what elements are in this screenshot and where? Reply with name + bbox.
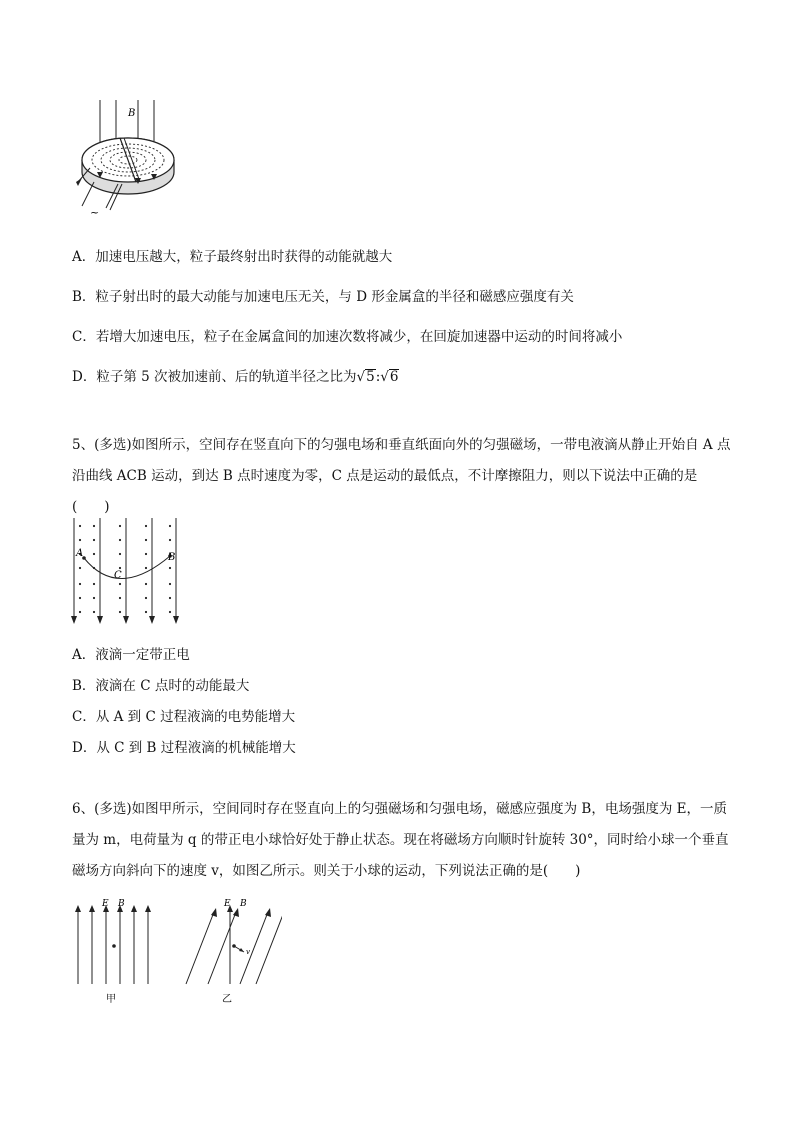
magnetic-field-dot xyxy=(119,539,121,541)
magnetic-field-dot xyxy=(79,525,81,527)
magnetic-field-dot xyxy=(79,567,81,569)
magnetic-field-dot xyxy=(93,553,95,555)
magnetic-field-dot xyxy=(119,567,121,569)
magnetic-field-dot xyxy=(169,597,171,599)
magnetic-field-dot xyxy=(145,525,147,527)
magnetic-field-dot xyxy=(169,525,171,527)
magnetic-field-dot xyxy=(119,525,121,527)
q5-option-a: A．液滴一定带正电 xyxy=(72,647,190,663)
q5-option-b: B．液滴在 C 点时的动能最大 xyxy=(72,678,250,694)
magnetic-field-dot xyxy=(119,583,121,585)
q5-option-d: D．从 C 到 B 过程液滴的机械能增大 xyxy=(72,740,296,756)
jia-caption: 甲 xyxy=(106,994,116,1005)
q4-option-b: B．粒子射出时的最大动能与加速电压无关，与 D 形金属盒的半径和磁感应强度有关 xyxy=(72,289,574,305)
yi-v-label: v xyxy=(246,948,250,956)
sqrt-6: √6 xyxy=(380,369,399,385)
magnetic-field-dot xyxy=(93,539,95,541)
magnetic-field-dot xyxy=(79,539,81,541)
yi-b-label: B xyxy=(240,899,247,909)
magnetic-field-dot xyxy=(169,583,171,585)
magnetic-field-dot xyxy=(93,597,95,599)
magnetic-field-dot xyxy=(119,611,121,613)
point-b-label: B xyxy=(168,552,176,563)
ac-source-symbol: ~ xyxy=(90,206,100,219)
magnetic-field-dot xyxy=(145,553,147,555)
jia-e-label: E xyxy=(102,899,109,909)
point-c-label: C xyxy=(114,570,122,581)
magnetic-field-dot xyxy=(169,539,171,541)
q4-option-d xyxy=(72,368,399,386)
q5-stem: 5、(多选)如图所示，空间存在竖直向下的匀强电场和垂直纸面向外的匀强磁场，一带电液滴从静止开始自 A 点沿曲线 ACB 运动，到达 B 点时速度为零，C 点是运动的最低点，不计摩擦阻力，则以下说法中正确的是( ) xyxy=(72,437,731,515)
magnetic-field-dot xyxy=(169,611,171,613)
magnetic-field-dot xyxy=(145,539,147,541)
q4-option-c: C．若增大加速电压，粒子在金属盒间的加速次数将减少，在回旋加速器中运动的时间将减小 xyxy=(72,329,623,345)
jia-b-label: B xyxy=(118,899,125,909)
q4-option-d-text: D．粒子第 5 次被加速前、后的轨道半径之比为 xyxy=(72,369,357,385)
magnetic-field-dot xyxy=(119,597,121,599)
field-arrow xyxy=(71,616,77,624)
point-a-label: A xyxy=(76,548,84,559)
field-arrow xyxy=(123,616,129,624)
cyclotron-figure xyxy=(64,98,184,220)
magnetic-field-dot xyxy=(79,583,81,585)
q6-stem: 6、(多选)如图甲所示，空间同时存在竖直向上的匀强磁场和匀强电场，磁感应强度为 B，电场强度为 E，一质量为 m，电荷量为 q 的带正电小球恰好处于静止状态。现在将磁场方向顺时针旋转 30°，同时给小球一个垂直磁场方向斜向下的速度 v，如图乙所示。则关于小球的运动，下列说法正确的是( ) xyxy=(72,801,729,879)
sqrt-5: √5 xyxy=(356,369,375,385)
magnetic-field-dot xyxy=(93,583,95,585)
magnetic-field-dot xyxy=(79,611,81,613)
field-arrow xyxy=(97,616,103,624)
yi-e-label: E xyxy=(224,899,231,909)
magnetic-field-dot xyxy=(93,611,95,613)
magnetic-field-dot xyxy=(79,597,81,599)
field-label-b: B xyxy=(128,108,136,119)
field-arrow xyxy=(149,616,155,624)
figure-yi xyxy=(182,896,282,1008)
magnetic-field-dot xyxy=(145,583,147,585)
magnetic-field-dot xyxy=(145,597,147,599)
magnetic-field-dot xyxy=(145,611,147,613)
figure-jia xyxy=(70,896,162,1008)
magnetic-field-dot xyxy=(169,567,171,569)
q5-option-c: C．从 A 到 C 过程液滴的电势能增大 xyxy=(72,709,296,725)
yi-caption: 乙 xyxy=(222,994,232,1005)
magnetic-field-dot xyxy=(145,567,147,569)
field-curve-figure xyxy=(70,516,182,628)
q4-option-a: A．加速电压越大，粒子最终射出时获得的动能就越大 xyxy=(72,249,393,265)
magnetic-field-dot xyxy=(93,525,95,527)
field-arrow xyxy=(173,616,179,624)
ratio-colon: : xyxy=(375,369,381,385)
magnetic-field-dot xyxy=(119,553,121,555)
